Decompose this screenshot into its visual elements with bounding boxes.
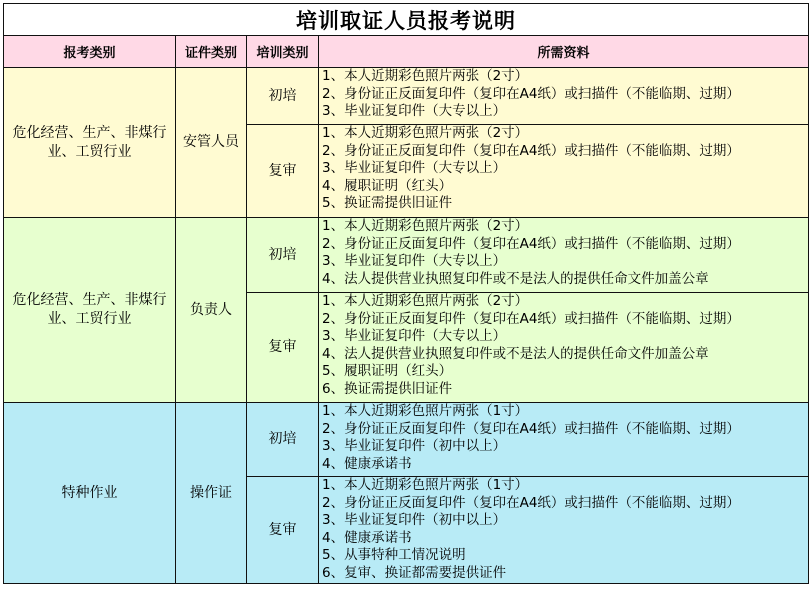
material-item: 1、本人近期彩色照片两张（2寸） bbox=[322, 125, 529, 141]
header-materials: 所需资料 bbox=[319, 36, 809, 68]
header-cert-type: 证件类别 bbox=[176, 36, 247, 68]
materials-cell bbox=[319, 477, 809, 584]
material-item: 1、本人近期彩色照片两张（2寸） bbox=[322, 68, 529, 84]
category-cell: 危化经营、生产、非煤行业、工贸行业 bbox=[4, 218, 176, 403]
materials-cell bbox=[319, 68, 809, 125]
material-item: 5、履职证明（红头） bbox=[322, 363, 453, 379]
materials-cell bbox=[319, 403, 809, 477]
table-title: 培训取证人员报考说明 bbox=[4, 4, 809, 36]
cert-type-cell: 负责人 bbox=[176, 218, 247, 403]
material-item: 4、健康承诺书 bbox=[322, 529, 412, 546]
material-item: 1、本人近期彩色照片两张（2寸） bbox=[322, 293, 529, 309]
table-row bbox=[4, 218, 809, 293]
header-row bbox=[4, 36, 809, 68]
category-cell: 特种作业 bbox=[4, 403, 176, 584]
material-item: 3、毕业证复印件（大专以上） bbox=[322, 103, 507, 119]
material-item: 2、身份证正反面复印件（复印在A4纸）或扫描件（不能临期、过期） bbox=[322, 142, 740, 159]
material-item: 6、复审、换证都需要提供证件 bbox=[322, 564, 507, 581]
material-item: 4、法人提供营业执照复印件或不是法人的提供任命文件加盖公章 bbox=[322, 345, 709, 362]
materials-cell bbox=[319, 293, 809, 403]
materials-cell bbox=[319, 125, 809, 218]
material-item: 3、毕业证复印件（大专以上） bbox=[322, 160, 507, 176]
training-type-cell: 复审 bbox=[247, 293, 319, 403]
table-row bbox=[4, 403, 809, 477]
material-item: 1、本人近期彩色照片两张（2寸） bbox=[322, 218, 529, 234]
material-item: 3、毕业证复印件（大专以上） bbox=[322, 328, 507, 344]
training-type-cell: 初培 bbox=[247, 218, 319, 293]
header-training-type: 培训类别 bbox=[247, 36, 319, 68]
category-cell: 危化经营、生产、非煤行业、工贸行业 bbox=[4, 68, 176, 218]
material-item: 4、法人提供营业执照复印件或不是法人的提供任命文件加盖公章 bbox=[322, 270, 709, 287]
header-category: 报考类别 bbox=[4, 36, 176, 68]
material-item: 2、身份证正反面复印件（复印在A4纸）或扫描件（不能临期、过期） bbox=[322, 85, 740, 102]
material-item: 2、身份证正反面复印件（复印在A4纸）或扫描件（不能临期、过期） bbox=[322, 310, 740, 327]
training-type-cell: 初培 bbox=[247, 68, 319, 125]
material-item: 3、毕业证复印件（大专以上） bbox=[322, 253, 507, 269]
training-type-cell: 复审 bbox=[247, 125, 319, 218]
material-item: 3、毕业证复印件（初中以上） bbox=[322, 438, 507, 454]
material-item: 3、毕业证复印件（初中以上） bbox=[322, 512, 507, 528]
material-item: 1、本人近期彩色照片两张（1寸） bbox=[322, 477, 529, 493]
material-item: 4、健康承诺书 bbox=[322, 455, 412, 472]
material-item: 2、身份证正反面复印件（复印在A4纸）或扫描件（不能临期、过期） bbox=[322, 494, 740, 511]
material-item: 5、换证需提供旧证件 bbox=[322, 195, 453, 211]
table-row bbox=[4, 68, 809, 125]
training-type-cell: 复审 bbox=[247, 477, 319, 584]
requirements-table bbox=[3, 3, 809, 584]
material-item: 5、从事特种工情况说明 bbox=[322, 547, 466, 563]
materials-cell bbox=[319, 218, 809, 293]
material-item: 6、换证需提供旧证件 bbox=[322, 380, 453, 397]
cert-type-cell: 操作证 bbox=[176, 403, 247, 584]
material-item: 2、身份证正反面复印件（复印在A4纸）或扫描件（不能临期、过期） bbox=[322, 235, 740, 252]
material-item: 1、本人近期彩色照片两张（1寸） bbox=[322, 403, 529, 419]
material-item: 4、履职证明（红头） bbox=[322, 177, 453, 194]
cert-type-cell: 安管人员 bbox=[176, 68, 247, 218]
material-item: 2、身份证正反面复印件（复印在A4纸）或扫描件（不能临期、过期） bbox=[322, 420, 740, 437]
training-type-cell: 初培 bbox=[247, 403, 319, 477]
